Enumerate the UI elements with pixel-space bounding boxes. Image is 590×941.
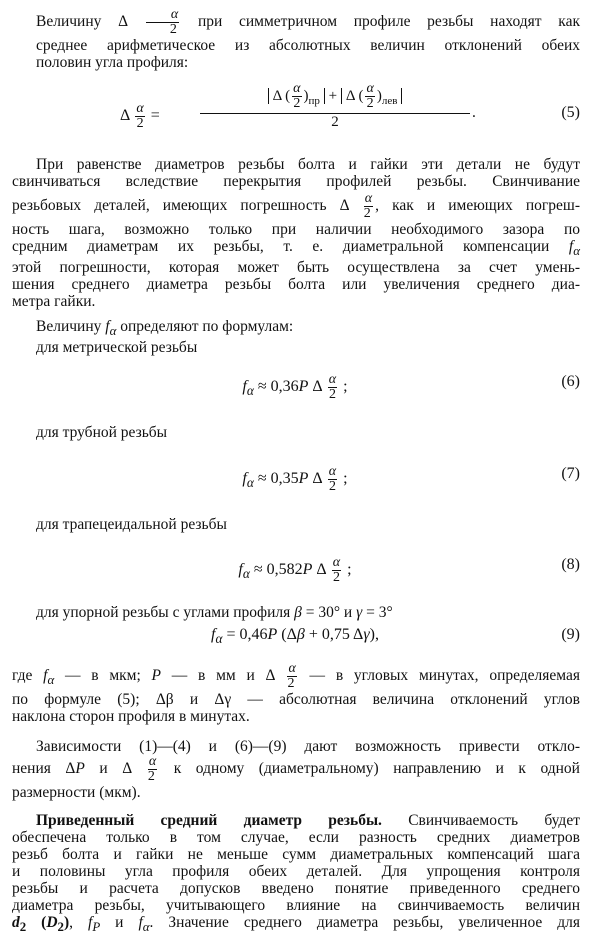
- paragraph-7: где $f_\alpha$ — в мкм; P — в мм и Δ $\frac{\alpha}{2}$ — в угловых минутах, определяемая по формуле (5); Δβ и Δγ — абсолютная величина отклонений углов наклона сторон профиля в минутах.: [12, 661, 581, 725]
- equation-6: $f_\alpha \approx 0,36P$ Δ $\frac{\alpha}{2}$ ; (6): [242, 372, 580, 402]
- equation-number: (6): [561, 373, 580, 390]
- paragraph-2: При равенстве диаметров резьбы болта и гайки эти детали не будут свинчиваться вследствие перекрытия профилей резьбы. Свинчивание резьбовых деталей, имеющих погрешность Δ $\frac{\alpha}{2}$ , как и имеющих погреш- ность шага, возможно только при наличии необходимого зазора по средним диаметрам их резьбы, т. е. диаметральной компенсации $f_\alpha$ этой погрешности, которая может быть осуществлена за счет умень- шения среднего диаметра резьбы болта или увеличения среднего диа- метра гайки.: [12, 156, 580, 311]
- equation-number: (5): [561, 104, 580, 121]
- paragraph-5: для трапецеидальной резьбы: [36, 516, 227, 533]
- section-heading: Приведенный средний диаметр резьбы.: [36, 812, 382, 829]
- equation-number: (7): [561, 465, 580, 482]
- paragraph-3: Величину $f_\alpha$ определяют по формулам: для метрической резьбы: [36, 318, 294, 357]
- paragraph-8: Зависимости (1)—(4) и (6)—(9) дают возможность привести откло- нения ΔP и Δ $\frac{\alpha}{2}$ к одному (диаметральному) направлению и к одной размерности (мкм).: [12, 738, 580, 801]
- equation-5: Δ $\frac{\alpha}{2}$ = Δ ( $\frac{\alpha}{2}$ )$_{пр} + \Delta$ ( $\frac{\alpha}{2}$ )$_{лев}$ 2 . (5): [120, 81, 580, 131]
- equation-number: (8): [561, 556, 580, 573]
- paragraph-4: для трубной резьбы: [36, 424, 168, 441]
- paragraph-9: Приведенный средний диаметр резьбы. Свинчиваемость будет обеспечена только в том случае, если разность средних диаметров резьб болта и гайки не меньше сумм диаметральных компенсаций шага и половины угла профиля обеих деталей. Для упрощения контроля резьбы и расчета допусков введено понятие приведенного среднего диаметра резьбы, учитывающего влияние на свинчиваемость величин $d_2$ $(D_2)$, $f_P$ и $f_\alpha$. Значение среднего диаметра резьбы, увеличенное для: [12, 812, 581, 935]
- paragraph-1: Величину Δ $\frac{\alpha}{2}$ при симметричном профиле резьбы находят как среднее арифметическое из абсолютных величин отклонений обеих половин угла профиля:: [36, 7, 580, 71]
- paragraph-6: для упорной резьбы с углами профиля β = 30° и γ = 3°: [36, 604, 393, 621]
- equation-7: $f_\alpha \approx 0,35P$ Δ $\frac{\alpha}{2}$ ; (7): [242, 464, 580, 494]
- equation-8: $f_\alpha \approx 0,582P$ Δ $\frac{\alpha}{2}$ ; (8): [238, 555, 580, 585]
- equation-9: $f_\alpha = 0,46P$ (Δβ + 0,75 Δγ), (9): [211, 626, 580, 647]
- equation-number: (9): [561, 626, 580, 643]
